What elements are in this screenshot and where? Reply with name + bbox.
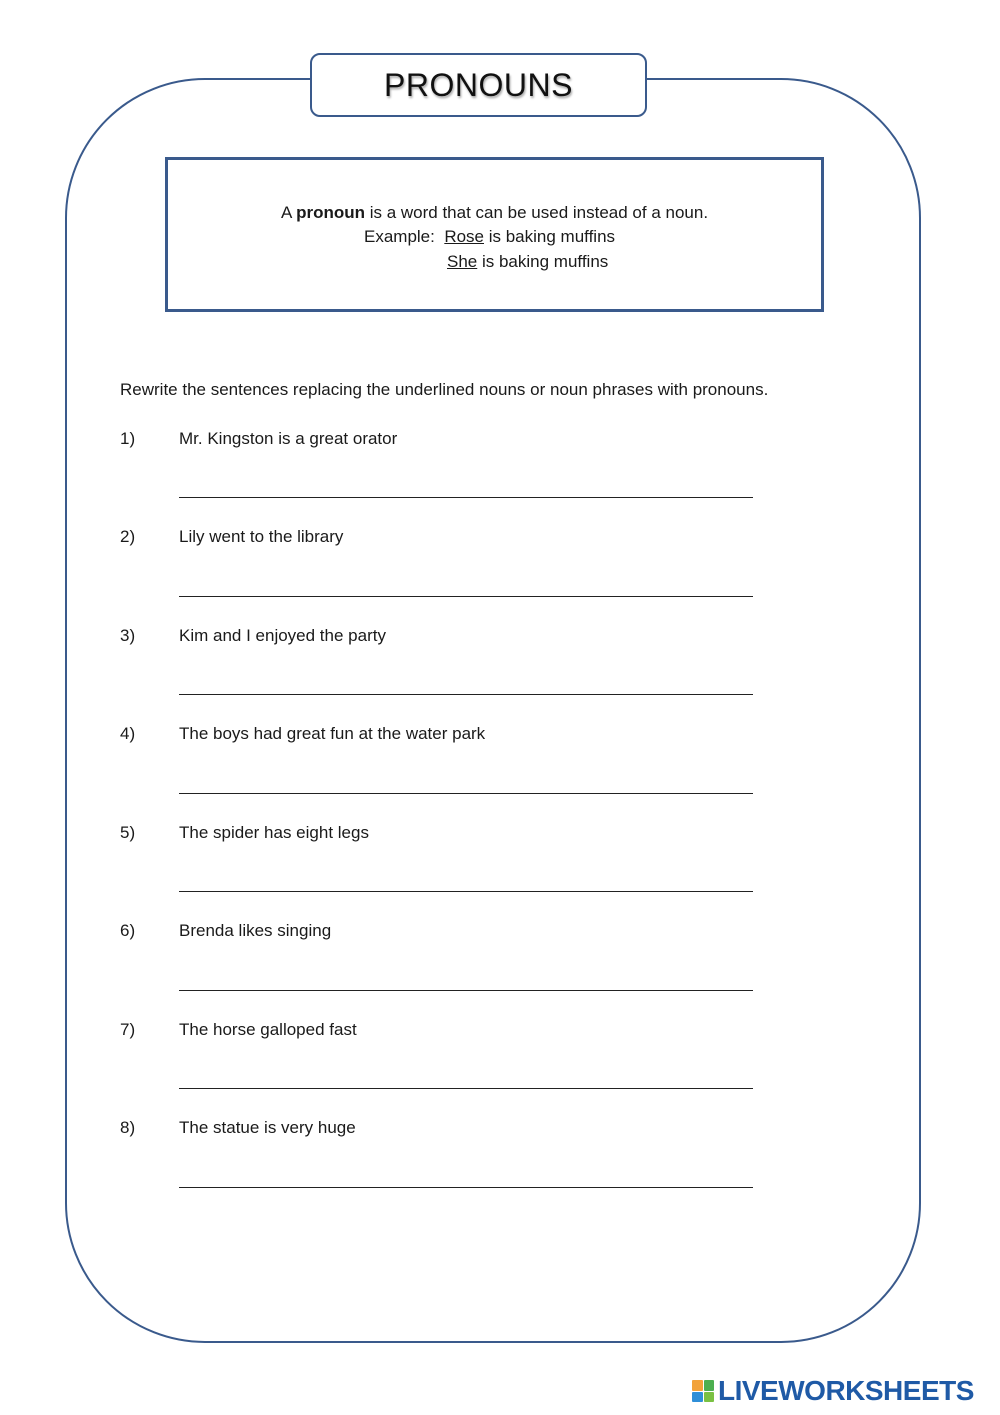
liveworksheets-logo-icon (692, 1380, 714, 1402)
example-label: Example: (364, 227, 445, 246)
question-text: Brenda likes singing (179, 921, 332, 940)
question-text: Kim and I enjoyed the party (179, 626, 386, 645)
question-number: 3) (120, 626, 136, 645)
question-text: The statue is very huge (179, 1118, 356, 1137)
title-box (310, 53, 647, 117)
question-text: Mr. Kingston is a great orator (179, 429, 398, 448)
answer-line[interactable] (179, 990, 753, 991)
definition-text (168, 203, 821, 223)
answer-line[interactable] (179, 793, 753, 794)
question-number: 1) (120, 429, 136, 448)
question-number: 5) (120, 823, 136, 842)
question-text: The spider has eight legs (179, 823, 369, 842)
question-text: Lily went to the library (179, 527, 344, 546)
liveworksheets-logo[interactable] (692, 1377, 974, 1405)
example-pronoun: She (447, 252, 478, 271)
definition-post: is a word that can be used instead of a noun. (364, 203, 709, 222)
example-line-1 (364, 227, 615, 247)
question-number: 4) (120, 724, 136, 743)
example-line-2 (447, 252, 608, 272)
answer-line[interactable] (179, 1088, 753, 1089)
example-2-rest: is baking muffins (477, 252, 609, 271)
worksheet-title: PRONOUNS (384, 66, 573, 103)
answer-line[interactable] (179, 497, 753, 498)
instruction-text: Rewrite the sentences replacing the underlined nouns or noun phrases with pronouns. (120, 380, 769, 399)
question-text: The horse galloped fast (179, 1020, 357, 1039)
answer-line[interactable] (179, 1187, 753, 1188)
question-number: 7) (120, 1020, 136, 1039)
definition-pre: A (280, 203, 297, 222)
question-text: The boys had great fun at the water park (179, 724, 486, 743)
definition-term: pronoun (296, 203, 365, 222)
definition-box (165, 157, 824, 312)
question-number: 2) (120, 527, 136, 546)
question-number: 6) (120, 921, 136, 940)
logo-text: LIVEWORKSHEETS (718, 1375, 974, 1406)
example-1-rest: is baking muffins (484, 227, 616, 246)
example-noun: Rose (444, 227, 484, 246)
answer-line[interactable] (179, 596, 753, 597)
answer-line[interactable] (179, 891, 753, 892)
question-number: 8) (120, 1118, 136, 1137)
answer-line[interactable] (179, 694, 753, 695)
